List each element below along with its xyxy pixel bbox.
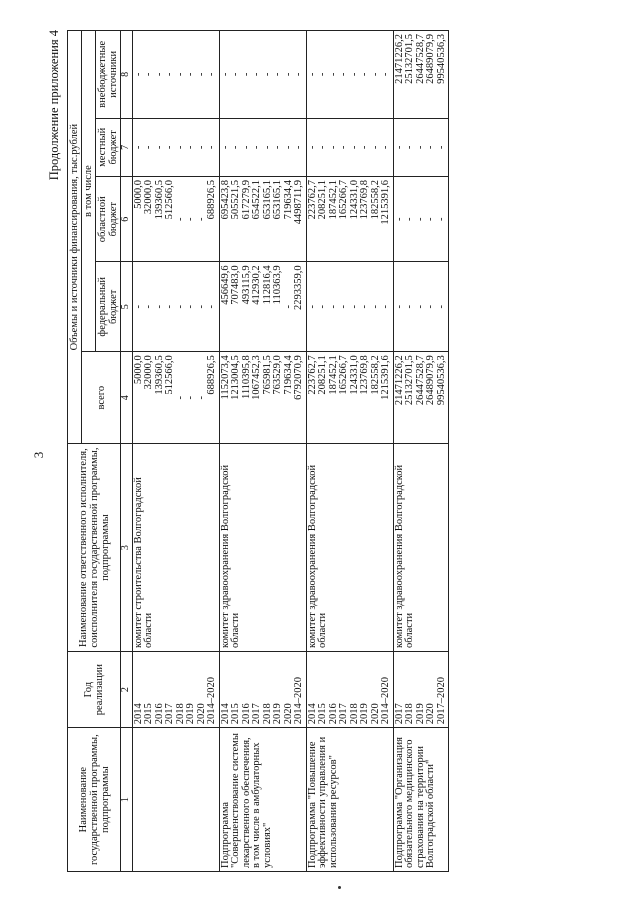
local-value: - <box>380 145 391 150</box>
regional-value: 654522,1 <box>251 180 262 220</box>
table-row <box>219 31 306 872</box>
regional-value: - <box>174 217 186 221</box>
local-value: - <box>293 145 304 150</box>
total-value: 1110395,8 <box>240 355 252 400</box>
extra-value: 21471226,2 <box>393 34 405 84</box>
program-name <box>132 728 219 872</box>
local-value: - <box>185 145 196 150</box>
year-value: 2014 <box>132 703 144 725</box>
executor: комитет здравоохранения Волгоградской области <box>306 444 393 652</box>
federal-value: - <box>164 305 175 309</box>
federal-cell <box>306 262 393 352</box>
total-value: 6792070,9 <box>293 355 304 400</box>
regional-value: 653165,1 <box>261 180 273 220</box>
extra-cell <box>306 31 393 119</box>
regional-value: 617279,9 <box>240 180 252 220</box>
total-value: 1067452,3 <box>251 355 262 400</box>
local-value: - <box>327 145 339 150</box>
extra-value: - <box>251 72 262 77</box>
total-value: 719634,4 <box>282 355 294 395</box>
year-value: 2018 <box>404 703 415 725</box>
year-value: 2014–2020 <box>293 677 304 725</box>
total-value: 25132701,5 <box>404 355 415 406</box>
total-value: 223762,7 <box>306 355 318 395</box>
column-index-3: 3 <box>121 444 133 652</box>
regional-value: 688926,5 <box>206 180 217 220</box>
year-value: 2019 <box>359 703 370 725</box>
extra-value: 26489079,9 <box>425 34 436 84</box>
header-financing: Объемы и источники финансирования, тыс.рублей <box>68 31 82 444</box>
appendix-label: Продолжение приложения 4 <box>47 30 61 181</box>
table-row <box>306 31 393 872</box>
year-cell <box>393 651 449 727</box>
total-value: 26447528,7 <box>414 355 426 406</box>
year-value: 2017 <box>251 703 262 725</box>
header-local: местный бюджет <box>96 118 121 176</box>
total-value: 99540536,3 <box>435 355 447 406</box>
total-value: 1152073,4 <box>219 355 231 400</box>
year-value: 2017 <box>393 703 405 725</box>
federal-value: - <box>404 305 415 309</box>
total-value: 26489079,9 <box>425 355 436 406</box>
column-index-1: 1 <box>121 728 133 872</box>
regional-value: - <box>195 217 207 221</box>
extra-value: - <box>338 72 349 77</box>
local-value: - <box>219 145 231 150</box>
extra-value: - <box>327 72 339 77</box>
local-cell <box>219 118 306 176</box>
extra-value: - <box>174 72 186 77</box>
local-value: - <box>251 145 262 150</box>
federal-value: - <box>143 305 154 309</box>
regional-value: 5000,0 <box>132 180 144 209</box>
extra-value: 26447528,7 <box>414 34 426 84</box>
total-value: 512566,0 <box>164 355 175 395</box>
local-value: - <box>404 145 415 150</box>
year-value: 2018 <box>174 703 186 725</box>
federal-value: - <box>369 305 381 309</box>
federal-cell <box>393 262 449 352</box>
local-value: - <box>230 145 241 150</box>
regional-value: - <box>185 217 196 221</box>
year-cell <box>219 651 306 727</box>
local-value: - <box>272 145 283 150</box>
federal-value: - <box>425 305 436 309</box>
regional-value: - <box>393 217 405 221</box>
header-regional: областной бюджет <box>96 177 121 262</box>
extra-value: - <box>132 72 144 77</box>
extra-value: - <box>282 72 294 77</box>
year-value: 2016 <box>327 703 339 725</box>
extra-value: - <box>143 72 154 77</box>
local-value: - <box>317 145 328 150</box>
year-value: 2020 <box>195 703 207 725</box>
regional-value: 124331,0 <box>348 180 360 220</box>
year-value: 2015 <box>143 703 154 725</box>
local-value: - <box>143 145 154 150</box>
federal-value: 110363,9 <box>272 265 283 305</box>
federal-value: - <box>327 305 339 309</box>
column-index-5: 5 <box>121 262 133 352</box>
regional-value: 32000,0 <box>143 180 154 215</box>
regional-value: 1215391,6 <box>380 180 391 225</box>
extra-value: - <box>272 72 283 77</box>
federal-cell <box>132 262 219 352</box>
federal-value: - <box>185 305 196 309</box>
stray-dot <box>338 886 341 889</box>
total-value: 1213004,5 <box>230 355 241 400</box>
extra-value: - <box>195 72 207 77</box>
federal-value: - <box>317 305 328 309</box>
extra-cell <box>219 31 306 119</box>
header-extra: внебюджетные источники <box>96 31 121 119</box>
federal-value: - <box>132 305 144 309</box>
local-value: - <box>206 145 217 150</box>
regional-value: 123769,8 <box>359 180 370 220</box>
local-value: - <box>425 145 436 150</box>
extra-value: - <box>185 72 196 77</box>
year-value: 2014–2020 <box>380 677 391 725</box>
regional-value: - <box>425 217 436 221</box>
federal-value: - <box>174 305 186 309</box>
extra-value: - <box>380 72 391 77</box>
regional-cell <box>393 177 449 262</box>
regional-value: 653165,1 <box>272 180 283 220</box>
extra-value: - <box>359 72 370 77</box>
total-value: - <box>195 395 207 400</box>
local-value: - <box>261 145 273 150</box>
local-value: - <box>164 145 175 150</box>
regional-cell <box>132 177 219 262</box>
local-value: - <box>435 145 447 150</box>
year-value: 2019 <box>414 703 426 725</box>
federal-cell <box>219 262 306 352</box>
federal-value: - <box>338 305 349 309</box>
regional-value: 139360,5 <box>153 180 165 220</box>
local-cell <box>393 118 449 176</box>
regional-value: - <box>404 217 415 221</box>
local-value: - <box>153 145 165 150</box>
federal-value: - <box>206 305 217 309</box>
header-total: всего <box>82 352 121 444</box>
column-index-row <box>121 31 133 872</box>
header-federal: федеральный бюджет <box>96 262 121 352</box>
extra-value: - <box>369 72 381 77</box>
total-value: 5000,0 <box>132 355 144 385</box>
regional-value: 187452,1 <box>327 180 339 220</box>
year-value: 2014 <box>306 703 318 725</box>
year-value: 2019 <box>272 703 283 725</box>
federal-value: - <box>282 305 294 309</box>
regional-value: 165266,7 <box>338 180 349 220</box>
regional-value: 223762,7 <box>306 180 318 220</box>
year-value: 2017 <box>338 703 349 725</box>
local-value: - <box>174 145 186 150</box>
total-value: 165266,7 <box>338 355 349 395</box>
year-value: 2018 <box>261 703 273 725</box>
regional-value: 512566,0 <box>164 180 175 220</box>
year-value: 2014–2020 <box>206 677 217 725</box>
regional-cell <box>219 177 306 262</box>
year-value: 2018 <box>348 703 360 725</box>
year-value: 2016 <box>153 703 165 725</box>
local-value: - <box>369 145 381 150</box>
extra-value: - <box>348 72 360 77</box>
local-value: - <box>306 145 318 150</box>
total-value: 763529,0 <box>272 355 283 395</box>
executor: комитет строительства Волгоградской области <box>132 444 219 652</box>
table-row <box>132 31 219 872</box>
year-value: 2017–2020 <box>435 677 447 725</box>
year-value: 2017 <box>164 703 175 725</box>
federal-value: - <box>195 305 207 309</box>
total-value: 123769,8 <box>359 355 370 395</box>
federal-value: 412930,2 <box>251 265 262 305</box>
federal-value: - <box>359 305 370 309</box>
header-year: Год реализации <box>68 651 121 727</box>
total-cell <box>219 352 306 444</box>
year-cell <box>132 651 219 727</box>
year-cell <box>306 651 393 727</box>
year-value: 2019 <box>185 703 196 725</box>
year-value: 2020 <box>425 703 436 725</box>
year-value: 2015 <box>230 703 241 725</box>
extra-value: - <box>240 72 252 77</box>
extra-value: - <box>261 72 273 77</box>
regional-value: 719634,4 <box>282 180 294 220</box>
local-value: - <box>282 145 294 150</box>
federal-value: 707483,0 <box>230 265 241 305</box>
federal-value: 2293359,0 <box>293 265 304 310</box>
column-index-8: 8 <box>121 31 133 119</box>
program-name: Подпрограмма "Организация обязательного медицинского страхования на территории Волгоградской области" <box>393 728 449 872</box>
executor: комитет здравоохранения Волгоградской области <box>219 444 306 652</box>
year-value: 2020 <box>369 703 381 725</box>
extra-value: - <box>293 72 304 77</box>
regional-cell <box>306 177 393 262</box>
total-value: 187452,1 <box>327 355 339 395</box>
column-index-4: 4 <box>121 352 133 444</box>
local-value: - <box>393 145 405 150</box>
total-value: 139360,5 <box>153 355 165 395</box>
federal-value: 493115,9 <box>240 265 252 305</box>
local-value: - <box>132 145 144 150</box>
regional-value: 208251,1 <box>317 180 328 220</box>
extra-value: - <box>230 72 241 77</box>
extra-cell <box>132 31 219 119</box>
total-cell <box>306 352 393 444</box>
column-index-2: 2 <box>121 651 133 727</box>
year-value: 2015 <box>317 703 328 725</box>
local-value: - <box>359 145 370 150</box>
regional-value: 695423,8 <box>219 180 231 220</box>
federal-value: - <box>153 305 165 309</box>
federal-value: - <box>380 305 391 309</box>
local-value: - <box>338 145 349 150</box>
federal-value: - <box>435 305 447 309</box>
federal-value: - <box>414 305 426 309</box>
total-value: 688926,5 <box>206 355 217 395</box>
regional-value: - <box>414 217 426 221</box>
program-name: Подпрограмма "Совершенствование системы лекарственного обеспечения, в том числе в амбулаторных условиях" <box>219 728 306 872</box>
federal-value: - <box>393 305 405 309</box>
regional-value: 182558,2 <box>369 180 381 220</box>
federal-value: - <box>348 305 360 309</box>
page-number: 3 <box>31 451 46 459</box>
financing-table <box>67 30 449 872</box>
extra-cell <box>393 31 449 119</box>
regional-value: 4498711,9 <box>293 180 304 225</box>
total-cell <box>393 352 449 444</box>
extra-value: - <box>317 72 328 77</box>
year-value: 2016 <box>240 703 252 725</box>
local-value: - <box>414 145 426 150</box>
total-value: - <box>185 395 196 400</box>
total-value: - <box>174 395 186 400</box>
total-value: 182558,2 <box>369 355 381 395</box>
year-value: 2020 <box>282 703 294 725</box>
local-value: - <box>240 145 252 150</box>
total-value: 32000,0 <box>143 355 154 390</box>
extra-value: - <box>219 72 231 77</box>
extra-value: - <box>306 72 318 77</box>
local-cell <box>132 118 219 176</box>
header-name: Наименование государственной программы, подпрограммы <box>68 728 121 872</box>
table-body <box>132 31 449 872</box>
total-value: 208251,1 <box>317 355 328 395</box>
extra-value: 99540536,3 <box>435 34 447 84</box>
total-value: 1215391,6 <box>380 355 391 400</box>
federal-value: - <box>306 305 318 309</box>
total-value: 124331,0 <box>348 355 360 395</box>
total-cell <box>132 352 219 444</box>
extra-value: 25132701,5 <box>404 34 415 84</box>
regional-value: 505521,5 <box>230 180 241 220</box>
total-value: 21471226,2 <box>393 355 405 406</box>
local-value: - <box>195 145 207 150</box>
table-row <box>393 31 449 872</box>
local-value: - <box>348 145 360 150</box>
total-value: 765981,5 <box>261 355 273 395</box>
extra-value: - <box>206 72 217 77</box>
regional-value: - <box>435 217 447 221</box>
federal-value: 112816,4 <box>261 265 273 305</box>
column-index-6: 6 <box>121 177 133 262</box>
executor: комитет здравоохранения Волгоградской области <box>393 444 449 652</box>
extra-value: - <box>164 72 175 77</box>
header-including: в том числе <box>82 31 96 352</box>
extra-value: - <box>153 72 165 77</box>
column-index-7: 7 <box>121 118 133 176</box>
header-executor: Наименование ответственного исполнителя, соисполнителя государственной программы, подпрограммы <box>68 444 121 652</box>
rotated-sheet <box>25 30 615 880</box>
federal-value: 456649,6 <box>219 265 231 305</box>
local-cell <box>306 118 393 176</box>
program-name: Подпрограмма "Повышение эффективности управления и использования ресурсов" <box>306 728 393 872</box>
year-value: 2014 <box>219 703 231 725</box>
